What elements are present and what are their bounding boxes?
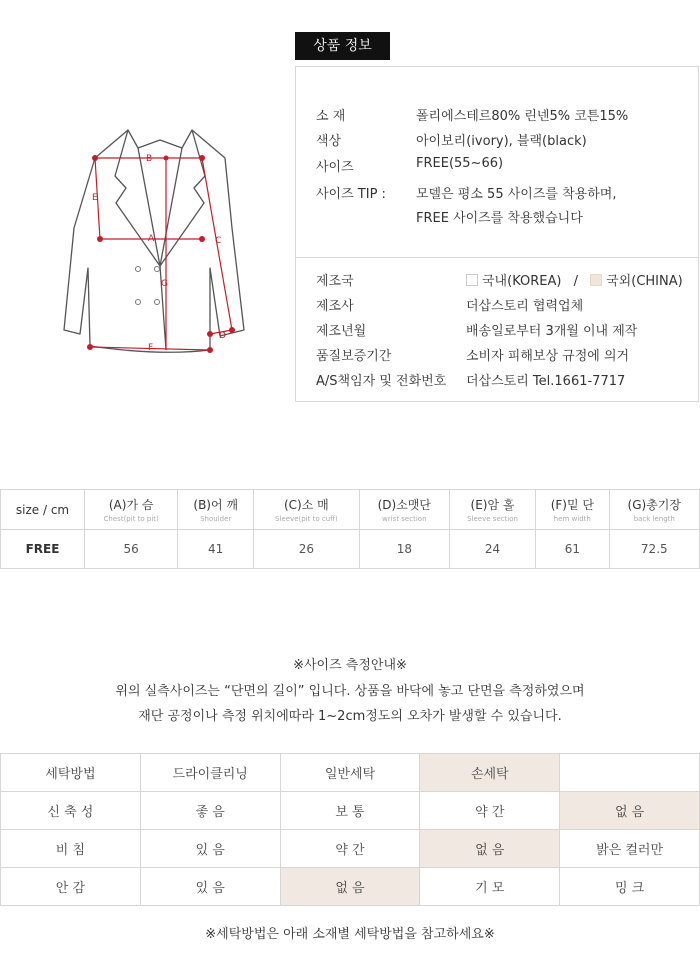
size-label: 사이즈: [316, 160, 354, 175]
origin-value: [466, 270, 683, 289]
size-guide-title: ※사이즈 측정안내※: [293, 658, 407, 673]
size-value-length: 72.5: [609, 530, 699, 569]
size-table-header: (A)가 슴 Chest(pit to pit): [85, 490, 178, 530]
care-cell: 보 통: [280, 792, 420, 830]
jacket-collar: [138, 140, 182, 148]
size-value-chest: 56: [85, 530, 178, 569]
care-cell: 밍 크: [560, 868, 700, 906]
care-row-sheer: [1, 830, 700, 868]
measure-point: [92, 155, 98, 161]
measure-point: [97, 236, 103, 242]
care-cell-selected: 손세탁: [420, 754, 560, 792]
info-divider: [296, 257, 698, 258]
color-label: 색상: [316, 134, 342, 149]
size-table-header: (B)어 깨 Shoulder: [178, 490, 254, 530]
size-value-armhole: 24: [449, 530, 535, 569]
care-row-wash: [1, 754, 700, 792]
measure-point: [207, 331, 213, 337]
size-table-header: (F)밑 단 hem width: [536, 490, 609, 530]
product-info-box: [295, 66, 699, 402]
care-cell: 일반세탁: [280, 754, 420, 792]
size-table-header: (G)총기장 back length: [609, 490, 699, 530]
care-cell-selected: 없 음: [560, 792, 700, 830]
production-date-label: 제조년월: [316, 324, 367, 339]
material-label: 소 재: [316, 109, 346, 124]
jacket-button: [136, 267, 141, 272]
manufacturer-label: 제조사: [316, 299, 354, 314]
jacket-lapel-right: [160, 130, 205, 266]
color-value: 아이보리(ivory), 블랙(black): [416, 134, 587, 149]
care-cell: 밝은 컬러만: [560, 830, 700, 868]
product-info-title: 상품 정보: [295, 32, 390, 60]
care-cell-selected: 없 음: [280, 868, 420, 906]
size-table-header-unit: size / cm: [1, 490, 85, 530]
care-cell: 약 간: [280, 830, 420, 868]
size-value-sleeve: 26: [254, 530, 360, 569]
size-table-header: (D)소맷단 wrist section: [359, 490, 449, 530]
size-value-shoulder: 41: [178, 530, 254, 569]
care-cell: [560, 754, 700, 792]
foreign-checkbox: [590, 274, 602, 286]
size-table-header: (E)암 홀 Sleeve section: [449, 490, 535, 530]
care-cell: 비 침: [1, 830, 141, 868]
care-cell: 좋 음: [140, 792, 280, 830]
size-tip-value-line2: FREE 사이즈를 착용했습니다: [416, 211, 583, 226]
size-table: [0, 489, 700, 569]
size-value-hem: 61: [536, 530, 609, 569]
jacket-button: [155, 267, 160, 272]
care-cell: 세탁방법: [1, 754, 141, 792]
label-c: C: [215, 236, 222, 246]
care-cell: 있 음: [140, 868, 280, 906]
warranty-value: 소비자 피해보상 규정에 의거: [466, 349, 630, 364]
as-contact-value: 더삽스토리 Tel.1661-7717: [466, 374, 626, 389]
measure-point: [164, 156, 169, 161]
label-d: D: [219, 331, 226, 341]
care-row-lining: [1, 868, 700, 906]
jacket-diagram: [60, 118, 260, 368]
label-a: A: [148, 234, 155, 244]
label-b: B: [146, 154, 153, 164]
foreign-label: 국외(CHINA): [606, 274, 683, 289]
jacket-button: [136, 300, 141, 305]
care-cell: 있 음: [140, 830, 280, 868]
size-tip-value: 모델은 평소 55 사이즈를 착용하며,: [416, 187, 617, 202]
measure-point: [229, 327, 235, 333]
size-row-label: FREE: [1, 530, 85, 569]
size-table-header: (C)소 매 Sleeve(pit to cuff): [254, 490, 360, 530]
as-contact-label: A/S책임자 및 전화번호: [316, 374, 447, 389]
care-footer-note: ※세탁방법은 아래 소재별 세탁방법을 참고하세요※: [205, 927, 495, 942]
production-date-value: 배송일로부터 3개월 이내 제작: [466, 324, 638, 339]
domestic-label: 국내(KOREA): [482, 274, 562, 289]
material-value: 폴리에스테르80% 린넨5% 코튼15%: [416, 109, 629, 124]
care-cell: 기 모: [420, 868, 560, 906]
origin-slash: /: [573, 274, 578, 289]
domestic-checkbox: [466, 274, 478, 286]
care-row-stretch: [1, 792, 700, 830]
jacket-lapel-left: [115, 130, 160, 266]
care-cell: 안 감: [1, 868, 141, 906]
measure-point: [87, 344, 93, 350]
size-value-wrist: 18: [359, 530, 449, 569]
warranty-label: 품질보증기간: [316, 349, 392, 364]
measure-point: [207, 347, 213, 353]
measure-point: [199, 155, 205, 161]
label-e: E: [92, 193, 98, 203]
size-value: FREE(55~66): [416, 156, 504, 171]
care-cell: 약 간: [420, 792, 560, 830]
care-cell: 신 축 성: [1, 792, 141, 830]
care-cell-selected: 없 음: [420, 830, 560, 868]
label-g: G: [161, 279, 168, 289]
jacket-button: [155, 300, 160, 305]
origin-label: 제조국: [316, 274, 354, 289]
care-table: [0, 753, 700, 906]
manufacturer-value: 더삽스토리 협력업체: [466, 299, 584, 314]
label-f: F: [148, 343, 154, 353]
care-cell: 드라이클리닝: [140, 754, 280, 792]
size-guide-line2: 재단 공정이나 측정 위치에따라 1~2cm정도의 오차가 발생할 수 있습니다.: [138, 709, 562, 724]
measure-point: [199, 236, 205, 242]
size-guide-line1: 위의 실측사이즈는 “단면의 길이” 입니다. 상품을 바닥에 놓고 단면을 측정하였으며: [115, 684, 585, 699]
size-tip-label: 사이즈 TIP :: [316, 187, 386, 202]
